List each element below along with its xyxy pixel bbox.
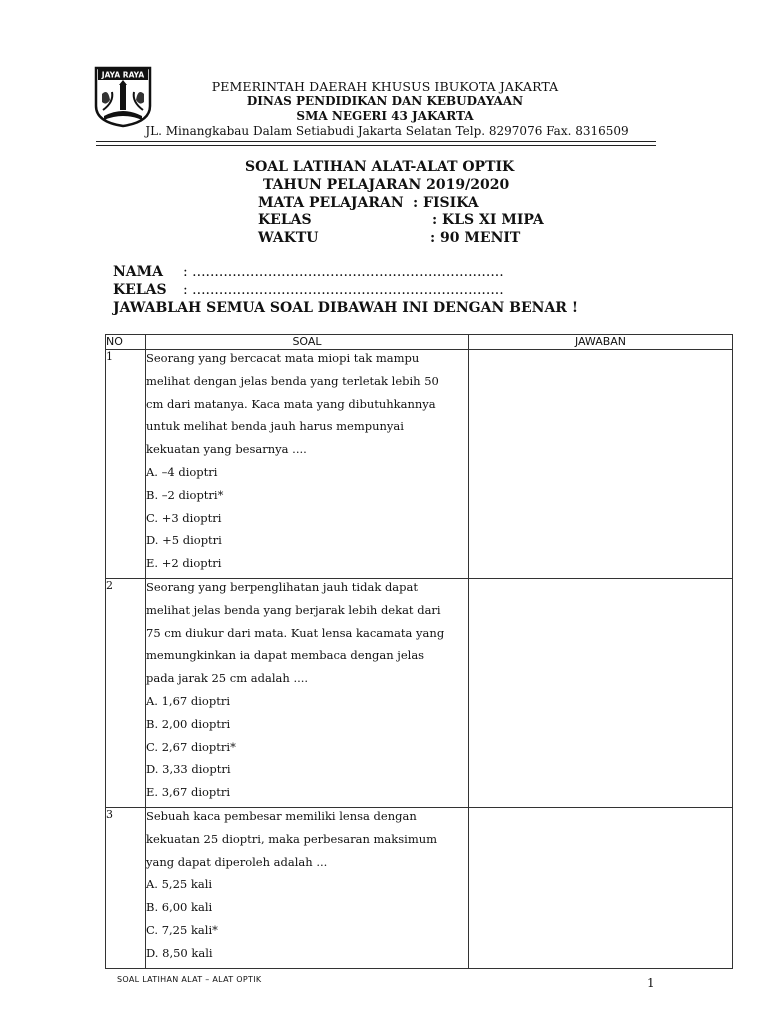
header-no: NO <box>106 335 146 350</box>
question-line: Seorang yang bercacat mata miopi tak mampu <box>146 351 420 365</box>
header-jawaban: JAWABAN <box>469 335 733 350</box>
question-text <box>146 807 469 968</box>
jakarta-emblem-logo <box>94 66 152 128</box>
answer-option: A. 5,25 kali <box>146 877 213 892</box>
instruction-text: JAWABLAH SEMUA SOAL DIBAWAH INI DENGAN BENAR ! <box>113 300 578 316</box>
header-divider-thin <box>96 145 656 146</box>
question-table <box>105 334 733 969</box>
answer-option: A. –4 dioptri <box>146 464 218 479</box>
student-name-field[interactable]: : ...................................................................... <box>183 264 504 280</box>
header-soal: SOAL <box>146 335 469 350</box>
question-line: kekuatan 25 dioptri, maka perbesaran maksimum <box>146 831 438 846</box>
answer-option: B. 2,00 dioptri <box>146 716 231 731</box>
subject-label: MATA PELAJARAN <box>258 195 404 211</box>
student-name-label: NAMA <box>113 264 164 280</box>
letterhead-department: DINAS PENDIDIKAN DAN KEBUDAYAAN <box>246 94 524 108</box>
question-number: 3 <box>106 807 146 968</box>
answer-cell[interactable] <box>469 350 733 579</box>
answer-option: B. 6,00 kali <box>146 900 213 915</box>
answer-option: D. 3,33 dioptri <box>146 762 231 777</box>
exam-title: SOAL LATIHAN ALAT-ALAT OPTIK <box>245 159 515 175</box>
question-line: 75 cm diukur dari mata. Kuat lensa kacamata yang <box>146 625 445 640</box>
academic-year: TAHUN PELAJARAN 2019/2020 <box>263 177 510 193</box>
question-text <box>146 350 469 579</box>
question-row <box>106 350 733 579</box>
question-number: 2 <box>106 578 146 807</box>
letterhead-government: PEMERINTAH DAERAH KHUSUS IBUKOTA JAKARTA <box>211 79 559 94</box>
page-footer: SOAL LATIHAN ALAT – ALAT OPTIK <box>117 975 262 984</box>
question-line: untuk melihat benda jauh harus mempunyai <box>146 419 404 434</box>
question-row <box>106 807 733 968</box>
logo-text: JAYA RAYA <box>101 70 145 80</box>
question-line: pada jarak 25 cm adalah .... <box>146 671 309 686</box>
question-line: melihat jelas benda yang berjarak lebih dekat dari <box>146 602 441 617</box>
answer-option: C. +3 dioptri <box>146 510 222 525</box>
answer-option: A. 1,67 dioptri <box>146 693 230 708</box>
header-divider-thick <box>96 141 656 142</box>
time-value: : 90 MENIT <box>430 230 521 246</box>
question-row <box>106 578 733 807</box>
answer-option: D. 8,50 kali <box>146 945 213 960</box>
answer-option: D. +5 dioptri <box>146 533 222 548</box>
student-class-field[interactable]: : ...................................................................... <box>183 282 504 298</box>
page-number: 1 <box>647 976 655 990</box>
question-line: Sebuah kaca pembesar memiliki lensa dengan <box>146 808 417 823</box>
class-label: KELAS <box>258 212 312 228</box>
subject-value: : FISIKA <box>413 195 479 211</box>
student-class-label: KELAS <box>113 282 167 298</box>
table-header-row <box>106 335 733 350</box>
question-line: Seorang yang berpenglihatan jauh tidak dapat <box>146 579 419 594</box>
letterhead-school: SMA NEGERI 43 JAKARTA <box>296 109 474 123</box>
time-label: WAKTU <box>258 230 319 246</box>
letterhead-address: JL. Minangkabau Dalam Setiabudi Jakarta Selatan Telp. 8297076 Fax. 8316509 <box>145 124 629 138</box>
answer-option: C. 2,67 dioptri* <box>146 739 236 754</box>
question-text <box>146 578 469 807</box>
question-line: kekuatan yang besarnya .... <box>146 442 307 457</box>
question-number: 1 <box>106 350 146 579</box>
question-line: melihat dengan jelas benda yang terletak lebih 50 <box>146 373 439 388</box>
answer-option: C. 7,25 kali* <box>146 922 218 937</box>
question-line: yang dapat diperoleh adalah ... <box>146 854 328 869</box>
question-line: cm dari matanya. Kaca mata yang dibutuhkannya <box>146 396 436 411</box>
class-value: : KLS XI MIPA <box>432 212 544 228</box>
answer-option: E. 3,67 dioptri <box>146 785 231 800</box>
question-line: memungkinkan ia dapat membaca dengan jelas <box>146 648 425 663</box>
answer-cell[interactable] <box>469 807 733 968</box>
answer-cell[interactable] <box>469 578 733 807</box>
answer-option: B. –2 dioptri* <box>146 487 224 502</box>
answer-option: E. +2 dioptri <box>146 556 222 571</box>
